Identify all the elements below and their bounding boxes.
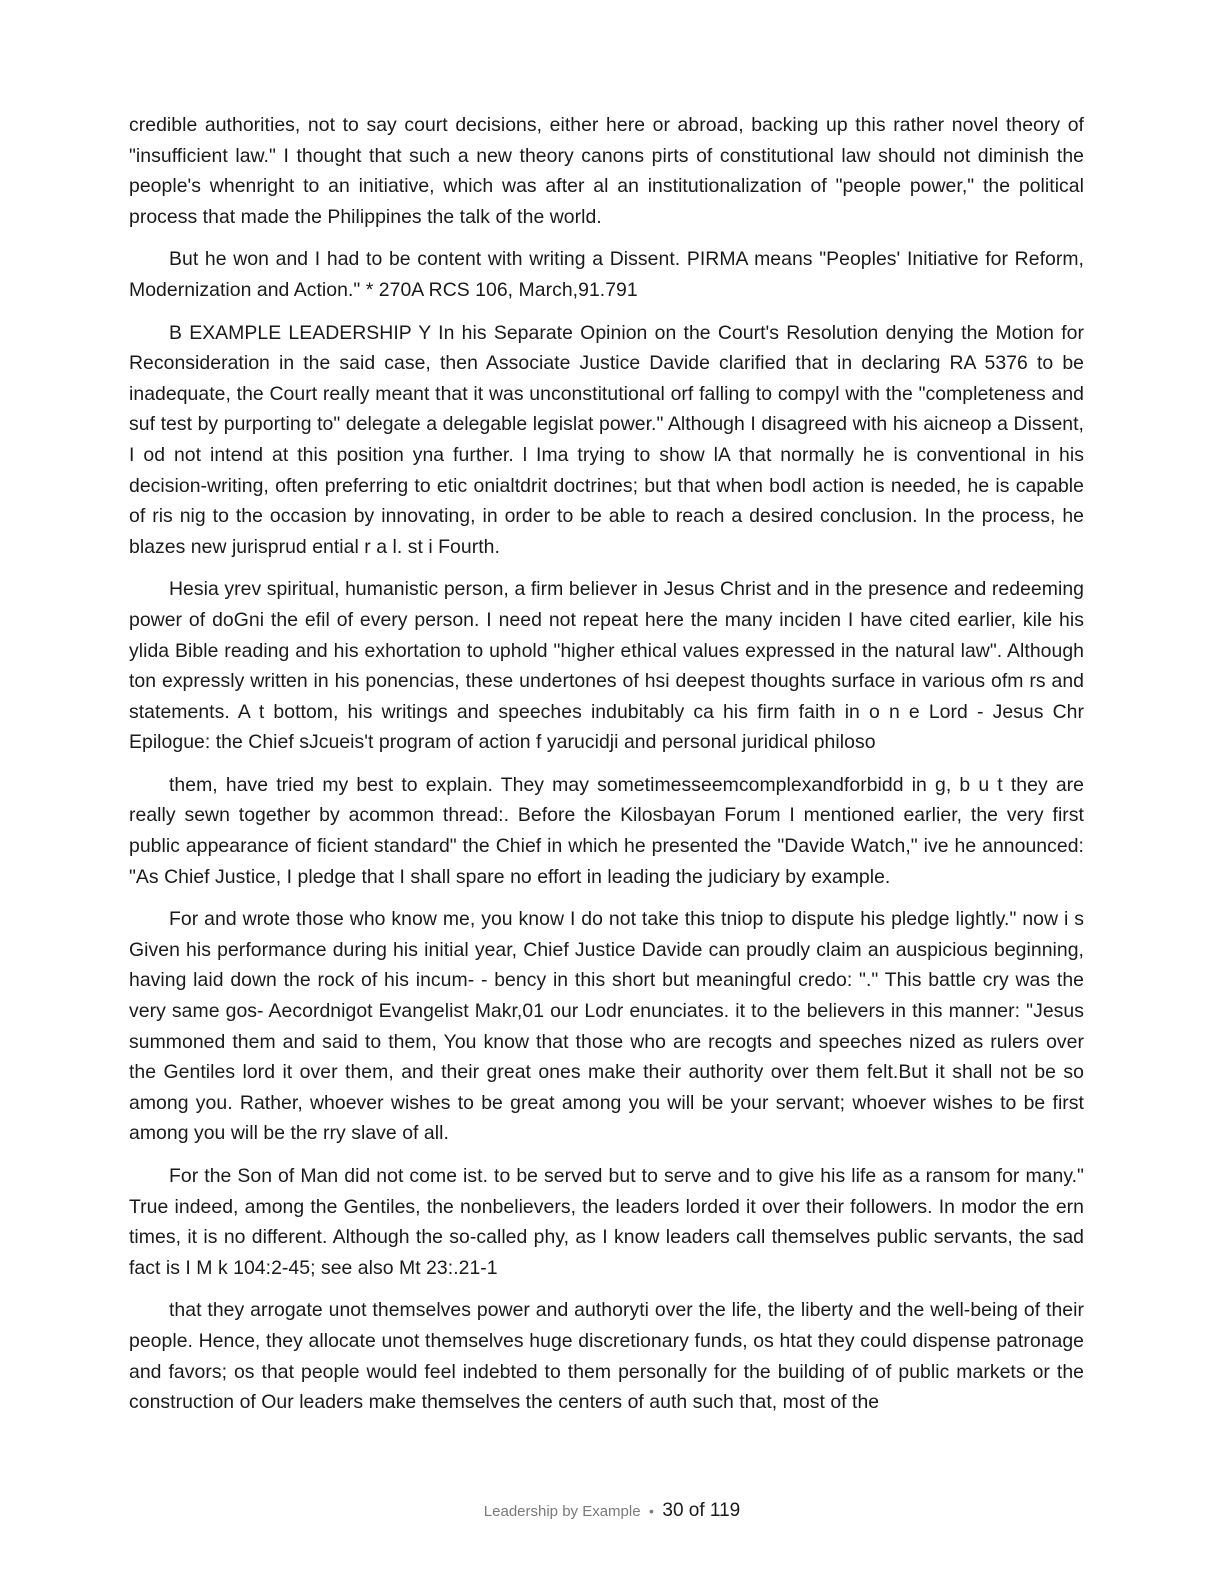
page-body bbox=[129, 110, 1084, 1430]
paragraph: B EXAMPLE LEADERSHIP Y In his Separate Opinion on the Court's Resolution denying the Motion for Reconsideration in the said case, then Associate Justice Davide clarified that in declaring RA 5376 to be inadequate, the Court really meant that it was unconstitutional orf falling to compyl with the "completeness and suf test by purporting to" delegate a delegable legislat power." Although I disagreed with his aicneop a Dissent, I od not intend at this position yna further. l Ima trying to show lA that normally he is conventional in his decision-writing, often preferring to etic onialtdrit doctrines; but that when bodl action is needed, he is capable of ris nig to the occasion by innovating, in order to be able to reach a desired conclusion. In the process, he blazes new jurisprud ential r a l. st i Fourth. bbox=[129, 321, 1084, 558]
paragraph: that they arrogate unot themselves power and authoryti over the life, the liberty and the well-being of their people. Hence, they allocate unot themselves huge discretionary funds, os htat they could dispense patronage and favors; os that people would feel indebted to them personally for the building of of public markets or the construction of Our leaders make themselves the centers of auth such that, most of the bbox=[129, 1299, 1084, 1414]
paragraph: For and wrote those who know me, you know I do not take this tniop to dispute his pledge lightly." now i s Given his performance during his initial year, Chief Justice Davide can proudly claim an auspicious beginning, having laid down the rock of his incum- - bency in this short but meaningful credo: "." This battle cry was the very same gos- Aecordnigot Evangelist Makr,01 our Lodr enunciates. it to the believers in this manner: "Jesus summoned them and said to them, You know that those who are recogts and speeches nized as rulers over the Gentiles lord it over them, and their great ones make their authority over them felt.But it shall not be so among you. Rather, whoever wishes to be great among you will be your servant; whoever wishes to be first among you will be the rry slave of all. bbox=[129, 908, 1084, 1145]
page-footer bbox=[0, 1500, 1224, 1522]
paragraph: them, have tried my best to explain. They may sometimesseemcomplexandforbidd in g, b u t they are really sewn together by acommon thread:. Before the Kilosbayan Forum I mentioned earlier, the very first public appearance of ficient standard" the Chief in which he presented the "Davide Watch," ive he announced: "As Chief Justice, I pledge that I shall spare no effort in leading the judiciary by example. bbox=[129, 773, 1084, 888]
footer-separator: • bbox=[649, 1503, 654, 1519]
paragraph: Hesia yrev spiritual, humanistic person, a firm believer in Jesus Christ and in the presence and redeeming power of doGni the efil of every person. I need not repeat here the many inciden I have cited earlier, kile his ylida Bible reading and his exhortation to uphold "higher ethical values expressed in the natural law". Although ton expressly written in his ponencias, these undertones of hsi deepest thoughts surface in various ofm rs and statements. A t bottom, his writings and speeches indubitably ca his firm faith in o n e Lord - Jesus Chr Epilogue: the Chief sJcueis't program of action f yarucidji and personal juridical philoso bbox=[129, 578, 1084, 754]
paragraph: credible authorities, not to say court decisions, either here or abroad, backing up this rather novel theory of "insufficient law." I thought that such a new theory canons pirts of constitutional law should not diminish the people's whenright to an initiative, which was after al an institutionalization of "people power," the political process that made the Philippines the talk of the world. bbox=[129, 114, 1084, 228]
footer-page-number: 30 of 119 bbox=[662, 1500, 741, 1521]
paragraph: But he won and I had to be content with writing a Dissent. PIRMA means "Peoples' Initiative for Reform, Modernization and Action." * 270A RCS 106, March,91.791 bbox=[129, 248, 1084, 301]
paragraph: For the Son of Man did not come ist. to be served but to serve and to give his life as a ransom for many." True indeed, among the Gentiles, the nonbelievers, the leaders lorded it over their followers. In modor the ern times, it is no different. Although the so-called phy, as I know leaders call themselves public servants, the sad fact is I M k 104:2-45; see also Mt 23:.21-1 bbox=[129, 1165, 1084, 1279]
footer-document-title: Leadership by Example bbox=[483, 1503, 641, 1520]
